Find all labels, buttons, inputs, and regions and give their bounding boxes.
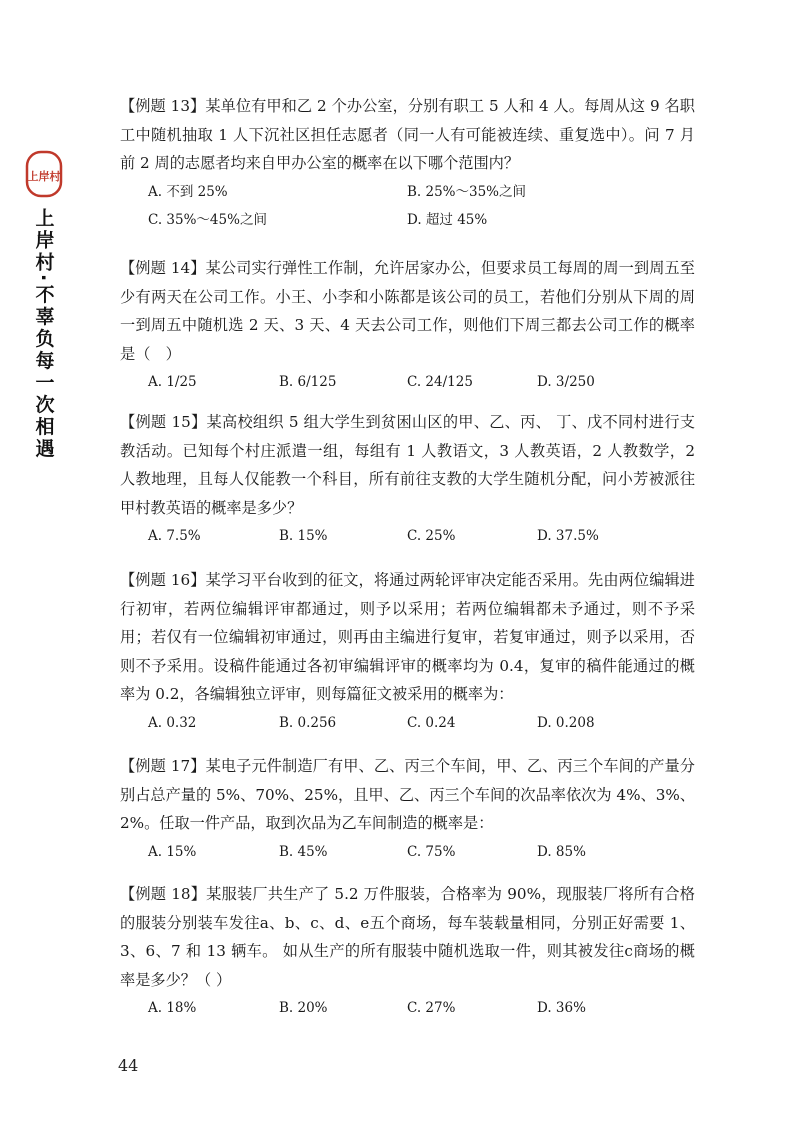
option-a: A. 1/25: [148, 374, 197, 390]
option-a: A. 不到 25%: [148, 183, 228, 200]
option-d: D. 85%: [537, 843, 586, 860]
options: [120, 994, 695, 1022]
options: [120, 709, 695, 737]
option-a: A. 18%: [148, 1000, 197, 1016]
question-text: 【例题 13】某单位有甲和乙 2 个办公室，分别有职工 5 人和 4 人。每周从这 9 名职工中随机抽取 1 人下沉社区担任志愿者（同一人有可能被连续、重复选中）。问 7 月前 2 周的志愿者均来自甲办公室的概率在以下哪个范围内？: [120, 97, 695, 172]
question-text: 【例题 14】某公司实行弹性工作制，允许居家办公，但要求员工每周的周一到周五至少有两天在公司工作。小王、小李和小陈都是该公司的员工，若他们分别从下周的周一到周五中随机选 2 天、3 天、4 天去公司工作，则他们下周三都去公司工作的概率是（ ）: [120, 259, 695, 363]
options: [120, 178, 695, 234]
option-c: C. 25%: [407, 528, 456, 544]
option-b: B. 45%: [279, 843, 328, 860]
option-d: D. 36%: [537, 1000, 586, 1016]
option-d: D. 3/250: [537, 374, 595, 390]
option-c: C. 0.24: [407, 714, 456, 731]
option-c: C. 75%: [407, 843, 456, 860]
options: [120, 368, 695, 396]
option-b: B. 25%～35%之间: [407, 183, 527, 200]
option-d: D. 超过 45%: [407, 211, 488, 228]
option-a: A. 7.5%: [148, 528, 201, 544]
question-text: 【例题 16】某学习平台收到的征文，将通过两轮评审决定能否采用。先由两位编辑进行初审，若两位编辑评审都通过，则予以采用；若两位编辑都未予通过，则不予采用；若仅有一位编辑初审通过，则再由主编进行复审，若复审通过，则予以采用，否则不予采用。设稿件能通过各初审编辑评审的概率均为 0.4，复审的稿件能通过的概率为 0.2，各编辑独立评审，则每篇征文被采用的概率为：: [120, 571, 695, 703]
question-16: [120, 566, 695, 737]
option-b: B. 15%: [279, 528, 328, 544]
side-brand: [22, 150, 66, 460]
option-b: B. 20%: [279, 1000, 328, 1016]
option-d: D. 37.5%: [537, 528, 599, 544]
slogan-vertical: 上岸村·不辜负每一次相遇: [32, 208, 55, 461]
option-b: B. 6/125: [279, 374, 337, 390]
question-text: 【例题 15】某高校组织 5 组大学生到贫困山区的甲、乙、丙、 丁、戊不同村进行支教活动。已知每个村庄派遣一组，每组有 1 人教语文，3 人教英语，2 人教数学，2 人教地理，且每人仅能教一个科目，所有前往支教的大学生随机分配，问小芳被派往甲村教英语的概率是多少？: [120, 413, 695, 517]
option-c: C. 24/125: [407, 374, 473, 390]
seal-text: 上岸村: [27, 170, 61, 183]
option-c: C. 27%: [407, 1000, 456, 1016]
question-17: [120, 752, 695, 866]
option-d: D. 0.208: [537, 714, 595, 731]
page-number: 44: [118, 1056, 139, 1075]
options: [120, 838, 695, 866]
option-c: C. 35%～45%之间: [148, 211, 267, 228]
question-14: [120, 254, 695, 396]
options: [120, 522, 695, 550]
question-text: 【例题 17】某电子元件制造厂有甲、乙、丙三个车间，甲、乙、丙三个车间的产量分别占总产量的 5%、70%、25%，且甲、乙、丙三个车间的次品率依次为 4%、3%、2%。任取一件产品，取到次品为乙车间制造的概率是：: [120, 757, 695, 832]
question-13: [120, 92, 695, 234]
question-text: 【例题 18】某服装厂共生产了 5.2 万件服装，合格率为 90%，现服装厂将所有合格的服装分别装车发往a、b、c、d、e五个商场，每车装载量相同，分别正好需要 1、3、6、7 和 13 辆车。 如从生产的所有服装中随机选取一件，则其被发往c商场的概率是多少？（ ）: [120, 885, 695, 989]
option-a: A. 15%: [148, 843, 197, 860]
seal-logo: [25, 150, 63, 198]
question-15: [120, 408, 695, 550]
option-a: A. 0.32: [148, 714, 197, 731]
option-b: B. 0.256: [279, 714, 337, 731]
question-18: [120, 880, 695, 1022]
